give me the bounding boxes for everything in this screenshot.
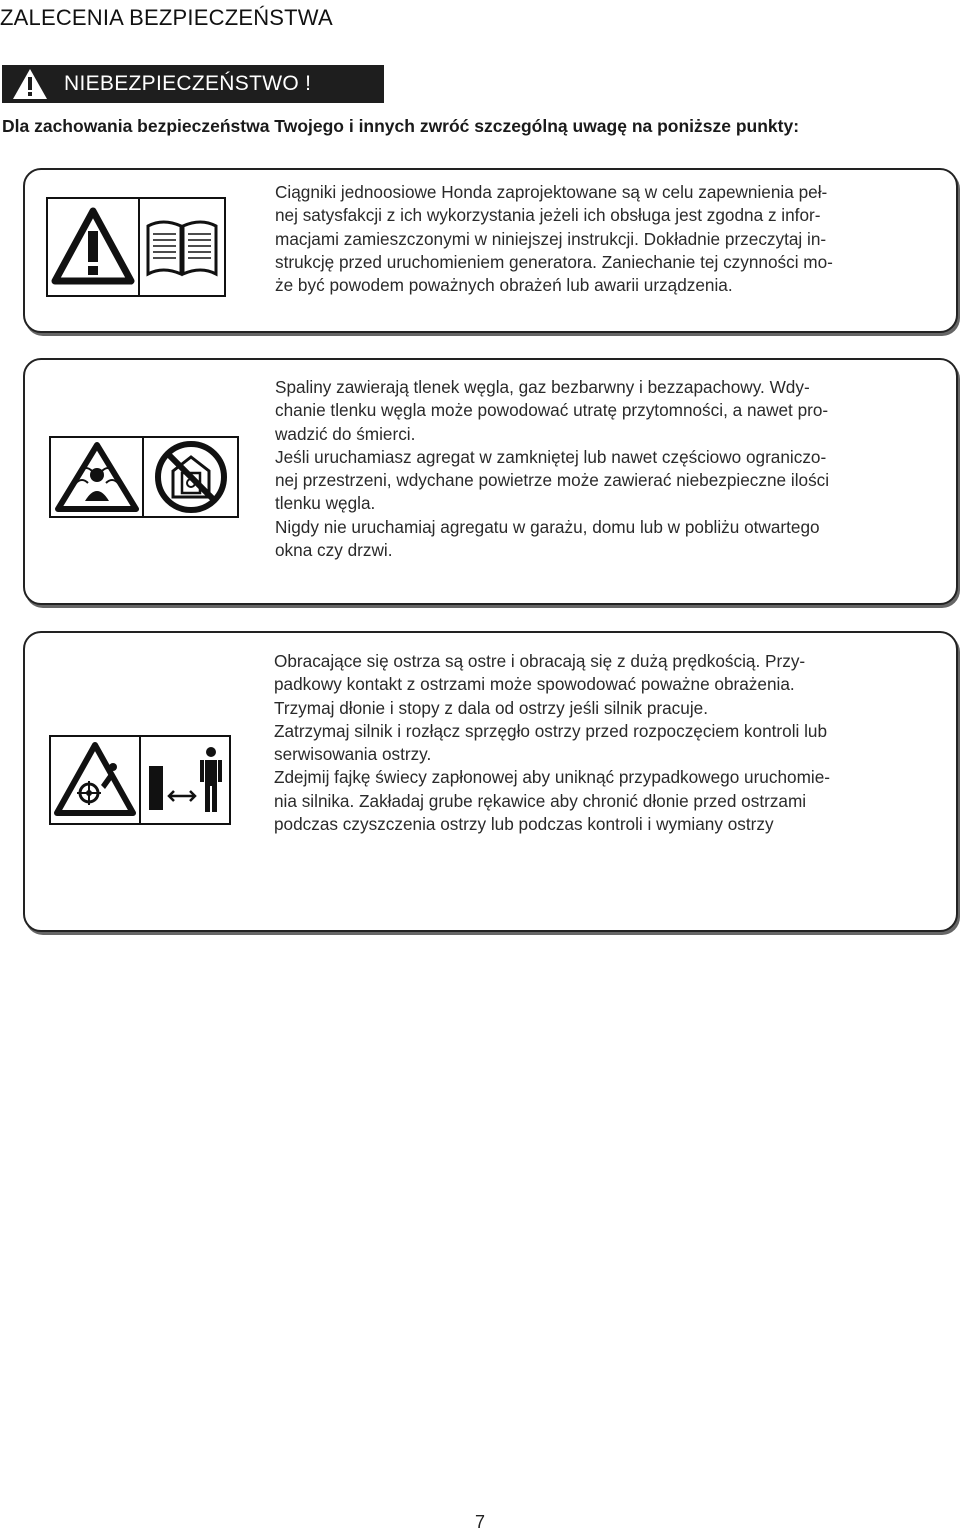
text-line: Nigdy nie uruchamiaj agregatu w garażu, domu lub w pobliżu otwartego [275,516,820,537]
text-line: macjami zamieszczonymi w niniejszej instrukcji. Dokładnie przeczytaj in- [275,228,827,249]
rotating-blades-warning-icon [53,741,137,819]
page-title: ZALECENIA BEZPIECZEŃSTWA [0,5,333,30]
toxic-fumes-warning-icon [54,441,140,513]
text-line: Jeśli uruchamiasz agregat w zamkniętej lub nawet częściowo ograniczo- [275,446,827,467]
text-line: wadzić do śmierci. [275,423,416,444]
warning-triangle-icon [12,68,48,100]
text-line: padkowy kontakt z ostrzami może spowodować poważne obrażenia. [274,674,795,695]
danger-label: NIEBEZPIECZEŃSTWO ! [64,72,312,95]
pictogram-group-rotating-blades [49,735,231,825]
open-book-icon [143,212,221,282]
text-line: nej satysfakcji z ich wykorzystania jeżeli ich obsługa jest zgodna z infor- [275,205,821,226]
text-line: Trzymaj dłonie i stopy z dala od ostrzy jeśli silnik pracuje. [274,697,708,718]
text-line: Zdejmij fajkę świecy zapłonowej aby uniknąć przypadkowego uruchomie- [274,767,831,788]
text-line: nia silnika. Zakładaj grube rękawice aby chronić dłonie przed ostrzami [274,790,807,811]
text-line: podczas czyszczenia ostrzy lub podczas kontroli i wymiany ostrzy [274,814,774,835]
pictogram-group-read-manual [46,197,226,297]
warning-triangle-icon [51,205,135,289]
pictogram-group-exhaust-fumes [49,436,239,518]
text-line: nej przestrzeni, wdychane powietrze może zawierać niebezpieczne ilości [275,470,830,491]
text-line: okna czy drzwi. [275,540,393,561]
text-line: że być powodem poważnych obrażeń lub awarii urządzenia. [275,275,733,296]
danger-banner [2,65,384,103]
text-line: Zatrzymaj silnik i rozłącz sprzęgło ostrzy przed rozpoczęciem kontroli lub [274,720,828,741]
text-line: Obracające się ostrza są ostre i obracają się z dużą prędkością. Przy- [274,651,806,671]
intro-text: Dla zachowania bezpieczeństwa Twojego i innych zwróć szczególną uwagę na poniższe punkty: [2,116,800,136]
text-line: serwisowania ostrzy. [274,744,432,765]
keep-distance-icon [143,740,227,820]
text-line: strukcję przed uruchomieniem generatora. Zaniechanie tej czynności mo- [275,251,833,272]
text-line: tlenku węgla. [275,493,376,514]
section-text-rotating-blades [274,650,830,836]
text-line: chanie tlenku węgla może powodować utratę przytomności, a nawet pro- [275,400,829,421]
text-line: Spaliny zawierają tlenek węgla, gaz bezbarwny i bezzapachowy. Wdy- [275,377,810,397]
no-indoor-operation-icon [151,439,231,515]
page-number: 7 [474,1512,485,1532]
text-line: Ciągniki jednoosiowe Honda zaprojektowane są w celu zapewnienia peł- [275,182,828,202]
section-text-exhaust-fumes [275,376,829,562]
section-text-read-manual [275,181,833,297]
